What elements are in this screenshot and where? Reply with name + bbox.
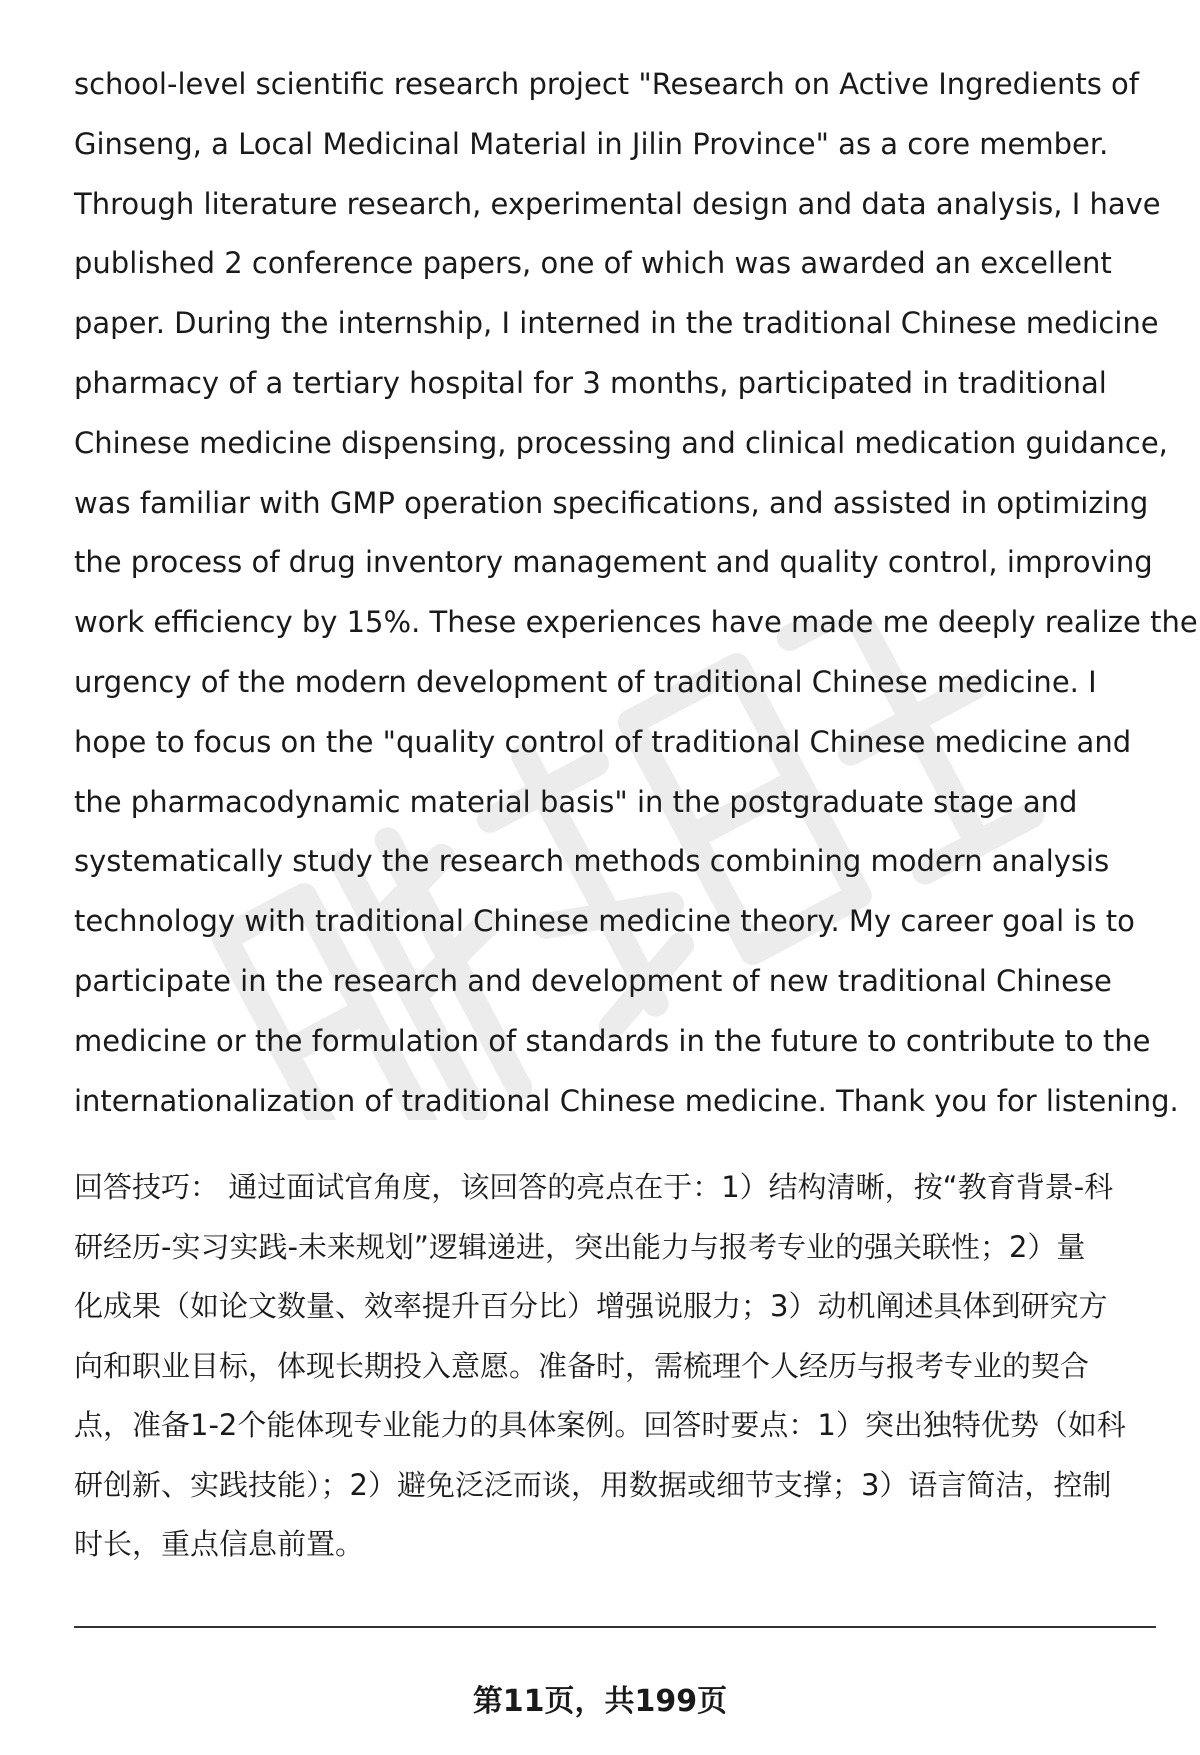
- body-line: hope to focus on the "quality control of traditional Chinese medicine and: [74, 724, 1132, 759]
- tips-line: 研创新、实践技能）；2）避免泛泛而谈，用数据或细节支撑；3）语言简洁，控制: [74, 1467, 1112, 1502]
- body-line: urgency of the modern development of traditional Chinese medicine. I: [74, 664, 1097, 699]
- body-line: internationalization of traditional Chinese medicine. Thank you for listening.: [74, 1083, 1179, 1118]
- body-line: paper. During the internship, I interned in the traditional Chinese medicine: [74, 306, 1159, 341]
- body-line: technology with traditional Chinese medicine theory. My career goal is to: [74, 904, 1135, 939]
- footer-divider: [74, 1626, 1156, 1628]
- body-line: was familiar with GMP operation specifications, and assisted in optimizing: [74, 485, 1149, 520]
- body-line: participate in the research and development of new traditional Chinese: [74, 963, 1112, 998]
- body-line: school-level scientific research project "Research on Active Ingredients of: [74, 67, 1139, 101]
- body-line: published 2 conference papers, one of which was awarded an excellent: [74, 246, 1112, 281]
- body-line: systematically study the research methods combining modern analysis: [74, 844, 1110, 879]
- body-line: pharmacy of a tertiary hospital for 3 months, participated in traditional: [74, 365, 1107, 400]
- tips-line: 化成果（如论文数量、效率提升百分比）增强说服力；3）动机阐述具体到研究方: [74, 1289, 1108, 1323]
- tips-line: 时长，重点信息前置。: [74, 1527, 365, 1561]
- body-line: the pharmacodynamic material basis" in the postgraduate stage and: [74, 784, 1078, 819]
- tips-line: 点，准备1-2个能体现专业能力的具体案例。回答时要点：1）突出独特优势（如科: [74, 1408, 1126, 1442]
- body-line: the process of drug inventory management and quality control, improving: [74, 545, 1153, 580]
- tips-line: 研经历-实习实践-未来规划”逻辑递进，突出能力与报考专业的强关联性；2）量: [74, 1229, 1086, 1264]
- answer-body-text: [74, 55, 1198, 1131]
- tips-line: 向和职业目标，体现长期投入意愿。准备时，需梳理个人经历与报考专业的契合: [74, 1348, 1090, 1383]
- page-number: 第11页，共199页: [472, 1684, 728, 1719]
- body-line: Through literature research, experimental design and data analysis, I have: [74, 186, 1161, 221]
- body-line: Chinese medicine dispensing, processing and clinical medication guidance,: [74, 425, 1168, 460]
- body-line: medicine or the formulation of standards in the future to contribute to the: [74, 1023, 1151, 1058]
- answer-tips-text: [74, 1158, 1154, 1575]
- body-line: work efficiency by 15%. These experiences have made me deeply realize the: [74, 605, 1198, 640]
- body-line: Ginseng, a Local Medicinal Material in Jilin Province" as a core member.: [74, 126, 1109, 161]
- tips-line: 回答技巧： 通过面试官角度，该回答的亮点在于：1）结构清晰，按“教育背景-科: [74, 1170, 1114, 1204]
